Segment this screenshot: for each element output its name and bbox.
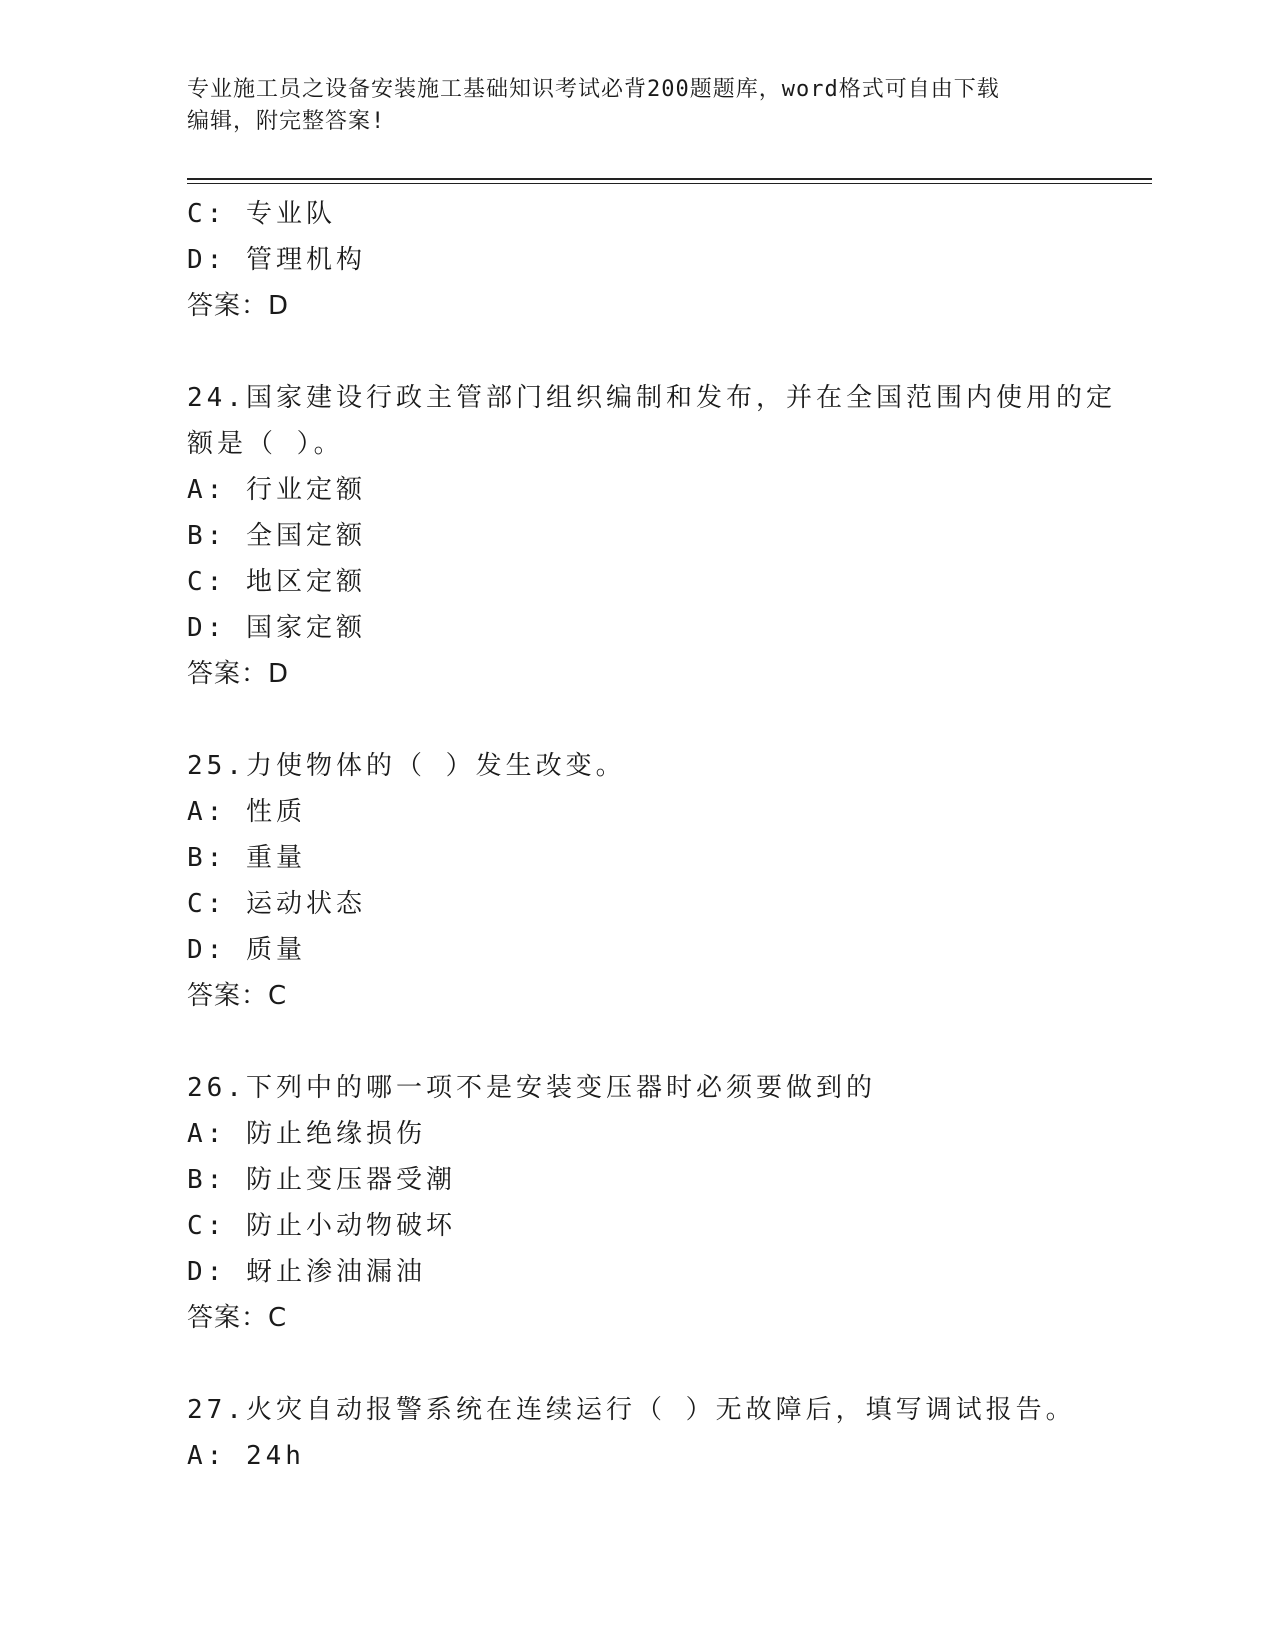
answer-line: 答案：D bbox=[187, 291, 290, 321]
spacer bbox=[187, 697, 1137, 743]
option-d: D: 蚜止渗油漏油 bbox=[187, 1257, 426, 1287]
option-d: D: 管理机构 bbox=[187, 245, 366, 275]
question-27 bbox=[187, 1387, 1137, 1479]
question-text: 27.火灾自动报警系统在连续运行（ ）无故障后，填写调试报告。 bbox=[187, 1395, 1076, 1425]
question-list bbox=[187, 191, 1137, 1479]
question-text: 24.国家建设行政主管部门组织编制和发布，并在全国范围内使用的定 bbox=[187, 383, 1116, 413]
question-24 bbox=[187, 375, 1137, 697]
option-c: C: 专业队 bbox=[187, 199, 336, 229]
header-divider-thin bbox=[187, 183, 1152, 184]
answer-line: 答案：C bbox=[187, 1303, 288, 1333]
option-a: A: 防止绝缘损伤 bbox=[187, 1119, 426, 1149]
option-c: C: 地区定额 bbox=[187, 567, 366, 597]
question-26 bbox=[187, 1065, 1137, 1341]
question-text: 26.下列中的哪一项不是安装变压器时必须要做到的 bbox=[187, 1073, 876, 1103]
option-d: D: 国家定额 bbox=[187, 613, 366, 643]
question-text: 25.力使物体的（ ）发生改变。 bbox=[187, 751, 626, 781]
question-25 bbox=[187, 743, 1137, 1019]
option-b: B: 全国定额 bbox=[187, 521, 366, 551]
option-a: A: 24h bbox=[187, 1441, 305, 1471]
option-c: C: 防止小动物破坏 bbox=[187, 1211, 456, 1241]
question-text-continued: 额是（ ）。 bbox=[187, 429, 344, 459]
answer-line: 答案：C bbox=[187, 981, 288, 1011]
option-b: B: 防止变压器受潮 bbox=[187, 1165, 456, 1195]
answer-line: 答案：D bbox=[187, 659, 290, 689]
document-header bbox=[187, 74, 1087, 138]
option-a: A: 性质 bbox=[187, 797, 306, 827]
spacer bbox=[187, 1341, 1137, 1387]
option-d: D: 质量 bbox=[187, 935, 306, 965]
spacer bbox=[187, 329, 1137, 375]
spacer bbox=[187, 1019, 1137, 1065]
question-partial bbox=[187, 191, 1137, 329]
header-line-2: 编辑，附完整答案! bbox=[187, 109, 386, 134]
option-a: A: 行业定额 bbox=[187, 475, 366, 505]
header-divider-thick bbox=[187, 178, 1152, 180]
header-line-1: 专业施工员之设备安装施工基础知识考试必背200题题库，word格式可自由下载 bbox=[187, 77, 1000, 102]
option-b: B: 重量 bbox=[187, 843, 306, 873]
option-c: C: 运动状态 bbox=[187, 889, 366, 919]
